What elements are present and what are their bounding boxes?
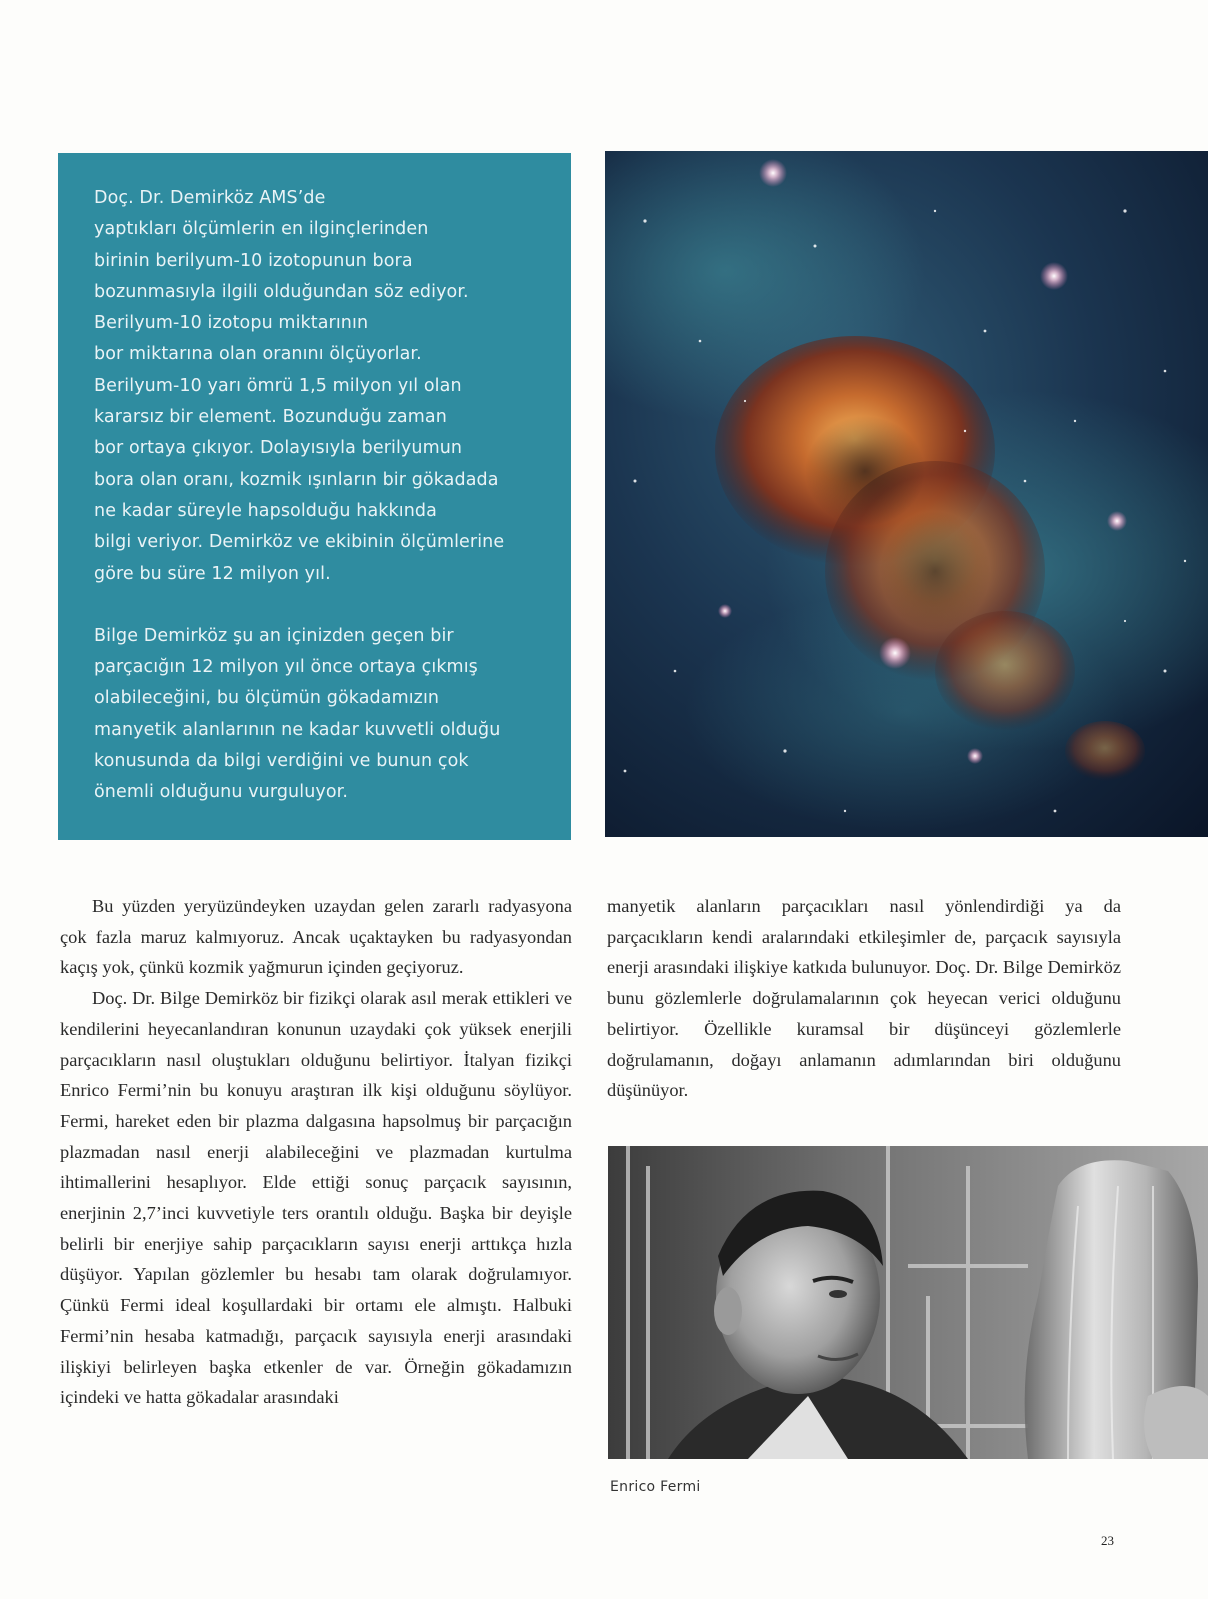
enrico-fermi-photo	[608, 1146, 1208, 1459]
left-paragraph-2: Doç. Dr. Bilge Demirköz bir fizikçi olarak asıl merak ettikleri ve kendilerini heyecanlandıran konunun uzaydaki çok yüksek enerjili parçacıkların nasıl oluştukları olduğunu belirtiyor. İtalyan fizikçi Enrico Fermi’nin bu konuyu araştıran ilk kişi olduğunu söylüyor. Fermi, hareket eden bir plazma dalgasına hapsolmuş bir parçacığın plazmadan nasıl enerji alabileceğini ve plazmadan kurtulma ihtimallerini hesaplıyor. Elde ettiği sonuç parçacık sayısının, enerjinin 2,7’inci kuvvetiyle ters orantılı olduğu. Başka bir deyişle belirli bir enerjiye sahip parçacıkların sayısı enerji arttıkça hızla düşüyor. Yapılan gözlemler bu hesabı tam olarak doğrulamıyor. Çünkü Fermi ideal koşullardaki bir ortamı ele almıştı. Halbuki Fermi’nin hesaba katmadığı, parçacık sayısıyla enerji arasındaki ilişkiyi belirleyen başka etkenler de var. Örneğin gökadamızın içindeki ve hatta gökadalar arasındaki	[60, 988, 572, 1408]
left-paragraph-1: Bu yüzden yeryüzündeyken uzaydan gelen zararlı radyasyona çok fazla maruz kalmıyoruz. Ancak uçaktayken bu radyasyondan kaçış yok, çünkü kozmik yağmurun içinden geçiyoruz.	[60, 896, 572, 978]
callout-paragraph-1: Doç. Dr. Demirköz AMS’de yaptıkları ölçümlerin en ilginçlerinden birinin berilyum-10 izotopunun bora bozunmasıyla ilgili olduğundan söz ediyor. Berilyum-10 izotopu miktarının bor miktarına olan oranını ölçüyorlar. Berilyum-10 yarı ömrü 1,5 milyon yıl olan kararsız bir element. Bozunduğu zaman bor ortaya çıkıyor. Dolayısıyla berilyumun bora olan oranı, kozmik ışınların bir gökadada ne kadar süreyle hapsolduğu hakkında bilgi veriyor. Demirköz ve ekibinin ölçümlerine göre bu süre 12 milyon yıl.	[94, 188, 505, 584]
teal-callout-box	[58, 153, 571, 840]
photo-caption: Enrico Fermi	[610, 1479, 701, 1495]
nebula-image	[605, 151, 1208, 837]
right-paragraph-1: manyetik alanların parçacıkları nasıl yönlendirdiği ya da parçacıkların kendi aralarındaki etkileşimler de, parçacık sayısıyla enerji arasındaki ilişkiye katkıda bulunuyor. Doç. Dr. Bilge Demirköz bunu gözlemlerle doğrulamalarının çok heyecan verici olduğunu belirtiyor. Özellikle kuramsal bir düşünceyi gözlemlerle doğrulamanın, doğayı anlamanın adımlarından biri olduğunu düşünüyor.	[607, 896, 1121, 1101]
page-number: 23	[1101, 1533, 1114, 1548]
left-text-column	[60, 891, 572, 1413]
right-text-column	[607, 891, 1121, 1106]
callout-paragraph-2: Bilge Demirköz şu an içinizden geçen bir parçacığın 12 milyon yıl önce ortaya çıkmış olabileceğini, bu ölçümün gökadamızın manyetik alanlarının ne kadar kuvvetli olduğu konusunda da bilgi verdiğini ve bunun çok önemli olduğunu vurguluyor.	[94, 625, 501, 803]
